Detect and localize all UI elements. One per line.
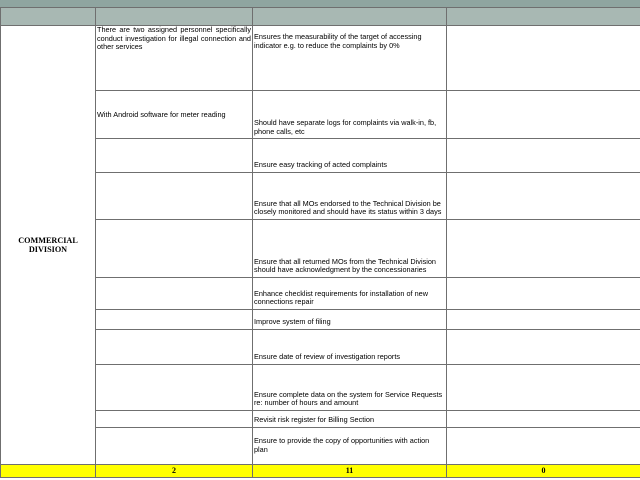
division-label: COMMERCIAL DIVISION <box>1 26 96 465</box>
remarks-cell <box>447 139 640 173</box>
action-cell: Improve system of filing <box>253 310 447 330</box>
remarks-cell <box>447 26 640 91</box>
action-cell: Ensure date of review of investigation reports <box>253 330 447 365</box>
header-cell-1 <box>1 8 96 26</box>
total-cell-4: 0 <box>447 465 640 478</box>
header-cell-2 <box>96 8 253 26</box>
action-cell: Ensure that all returned MOs from the Technical Division should have acknowledgment by the concessionaries <box>253 220 447 278</box>
table-row <box>1 428 640 465</box>
action-cell: Revisit risk register for Billing Section <box>253 411 447 428</box>
action-cell: Ensure complete data on the system for Service Requests re: number of hours and amount <box>253 365 447 411</box>
personnel-cell <box>96 428 253 465</box>
personnel-cell <box>96 139 253 173</box>
table-row <box>1 220 640 278</box>
remarks-cell <box>447 278 640 310</box>
table-row <box>1 91 640 139</box>
personnel-cell <box>96 330 253 365</box>
personnel-cell: There are two assigned personnel specifically conduct investigation for illegal connection and other services <box>96 26 253 91</box>
personnel-cell: With Android software for meter reading <box>96 91 253 139</box>
table-row <box>1 411 640 428</box>
remarks-cell <box>447 330 640 365</box>
personnel-cell <box>96 310 253 330</box>
personnel-cell <box>96 173 253 220</box>
table-row <box>1 278 640 310</box>
commercial-division-table <box>0 7 640 478</box>
header-cell-3 <box>253 8 447 26</box>
total-cell-2: 2 <box>96 465 253 478</box>
table-row <box>1 173 640 220</box>
total-cell-1 <box>1 465 96 478</box>
action-cell: Enhance checklist requirements for installation of new connections repair <box>253 278 447 310</box>
header-cell-4 <box>447 8 640 26</box>
table-row <box>1 365 640 411</box>
personnel-cell <box>96 365 253 411</box>
action-cell: Ensure to provide the copy of opportunities with action plan <box>253 428 447 465</box>
remarks-cell <box>447 310 640 330</box>
remarks-cell <box>447 411 640 428</box>
table-row <box>1 26 640 91</box>
table-row <box>1 330 640 365</box>
remarks-cell <box>447 173 640 220</box>
action-cell: Ensure that all MOs endorsed to the Technical Division be closely monitored and should have its status within 3 days <box>253 173 447 220</box>
table-row <box>1 310 640 330</box>
personnel-cell <box>96 278 253 310</box>
top-color-band <box>0 0 640 7</box>
table-row <box>1 139 640 173</box>
remarks-cell <box>447 428 640 465</box>
remarks-cell <box>447 220 640 278</box>
total-row <box>1 465 640 478</box>
header-row <box>1 8 640 26</box>
action-cell: Should have separate logs for complaints via walk-in, fb, phone calls, etc <box>253 91 447 139</box>
action-cell: Ensures the measurability of the target of accessing indicator e.g. to reduce the complaints by 0% <box>253 26 447 91</box>
total-cell-3: 11 <box>253 465 447 478</box>
personnel-cell <box>96 220 253 278</box>
action-cell: Ensure easy tracking of acted complaints <box>253 139 447 173</box>
remarks-cell <box>447 365 640 411</box>
remarks-cell <box>447 91 640 139</box>
personnel-cell <box>96 411 253 428</box>
